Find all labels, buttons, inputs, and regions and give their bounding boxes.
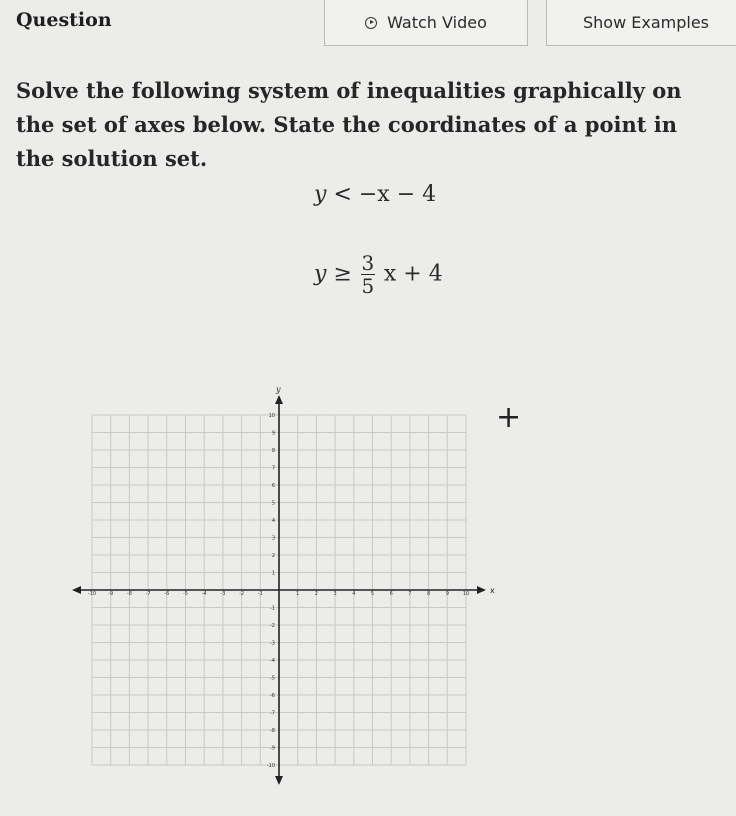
y-axis-arrow-up bbox=[275, 395, 283, 404]
x-tick-label: 10 bbox=[462, 591, 470, 597]
y-tick-label: 3 bbox=[271, 535, 275, 542]
x-tick-label: -7 bbox=[145, 591, 151, 597]
inequality-1-relation: < bbox=[333, 182, 352, 207]
x-tick-label: 1 bbox=[296, 591, 300, 597]
x-axis-arrow-left bbox=[72, 586, 81, 594]
y-tick-label: -4 bbox=[270, 658, 275, 664]
inequality-1-rhs: −x − 4 bbox=[358, 182, 437, 207]
y-tick-label: 4 bbox=[271, 518, 275, 524]
x-tick-label: 7 bbox=[408, 591, 412, 597]
x-tick-label: 3 bbox=[333, 591, 337, 597]
x-tick-label: 2 bbox=[314, 591, 318, 597]
y-tick-label: 8 bbox=[271, 448, 275, 454]
y-tick-label: -1 bbox=[270, 605, 275, 612]
x-tick-label: -8 bbox=[126, 591, 132, 597]
x-tick-label: -9 bbox=[108, 591, 114, 597]
y-tick-label: 5 bbox=[271, 500, 275, 507]
y-tick-label: -6 bbox=[270, 693, 275, 699]
y-tick-label: -7 bbox=[270, 710, 275, 717]
y-tick-label: -2 bbox=[270, 623, 275, 629]
question-header: Question bbox=[16, 9, 112, 31]
y-tick-label: -3 bbox=[270, 640, 275, 647]
fraction-numerator: 3 bbox=[361, 251, 375, 275]
y-tick-label: -5 bbox=[270, 675, 275, 682]
y-axis-arrow-down bbox=[275, 776, 283, 785]
x-tick-label: 6 bbox=[389, 591, 393, 597]
x-axis-arrow-right bbox=[477, 586, 486, 594]
y-tick-label: -9 bbox=[270, 745, 275, 752]
add-graph-element-button[interactable]: + bbox=[496, 400, 522, 435]
y-tick-label: -8 bbox=[270, 728, 275, 734]
y-tick-label: 2 bbox=[271, 553, 275, 559]
x-tick-label: -1 bbox=[257, 591, 263, 597]
fraction-denominator: 5 bbox=[361, 274, 375, 298]
x-tick-label: -10 bbox=[87, 591, 97, 597]
y-tick-label: 10 bbox=[268, 413, 275, 419]
x-tick-label: 8 bbox=[427, 591, 431, 597]
inequality-2-relation: ≥ bbox=[333, 261, 352, 287]
y-tick-label: 7 bbox=[271, 465, 275, 472]
y-tick-label: 1 bbox=[271, 570, 275, 577]
inequality-1-lhs: y bbox=[314, 182, 327, 207]
x-tick-label: -2 bbox=[239, 591, 245, 597]
y-tick-label: 9 bbox=[271, 430, 275, 437]
watch-video-label: Watch Video bbox=[387, 13, 487, 32]
question-prompt: Solve the following system of inequalities graphically on the set of axes below. State the coordinates of a point in the solution set. bbox=[16, 78, 682, 171]
x-tick-label: -5 bbox=[183, 591, 188, 597]
x-tick-label: 5 bbox=[370, 591, 375, 597]
y-tick-label: 6 bbox=[271, 483, 275, 489]
y-axis-label: y bbox=[276, 385, 281, 394]
y-tick-label: -10 bbox=[266, 763, 275, 769]
x-axis-label: x bbox=[490, 586, 495, 595]
x-tick-label: 9 bbox=[445, 591, 449, 597]
x-tick-label: 4 bbox=[352, 591, 356, 597]
x-tick-label: -4 bbox=[201, 591, 207, 597]
x-tick-label: -3 bbox=[220, 591, 226, 597]
show-examples-label: Show Examples bbox=[582, 13, 709, 32]
x-tick-label: -6 bbox=[164, 591, 170, 597]
inequality-2-lhs: y bbox=[314, 261, 327, 287]
inequality-2-rest: x + 4 bbox=[383, 261, 443, 287]
